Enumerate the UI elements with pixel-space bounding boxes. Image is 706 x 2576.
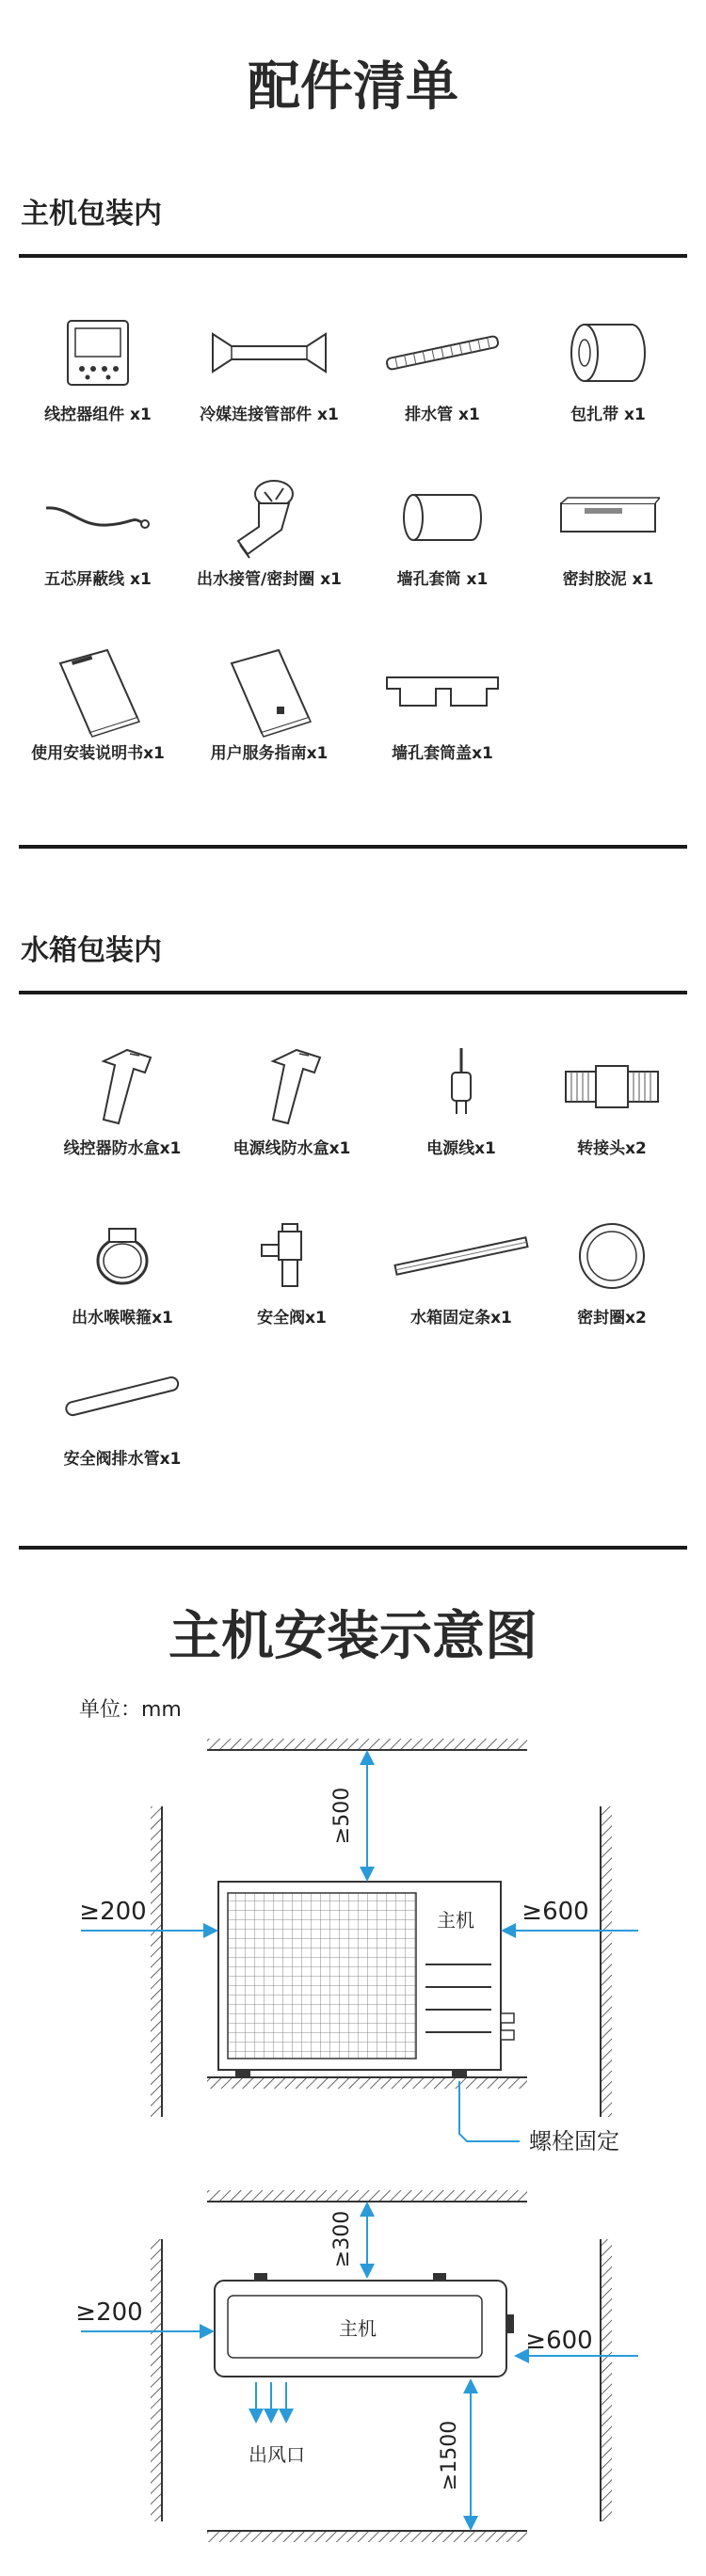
item-label: 墙孔套筒盖x1 [392, 744, 493, 763]
host-item-outlet-pipe [185, 475, 354, 589]
fan-grille [228, 1893, 416, 2059]
host-item-shielded-cable [13, 475, 183, 589]
tank-item-controller-box [38, 1044, 207, 1158]
item-label: 密封圈x2 [577, 1309, 647, 1328]
safety-valve-icon [254, 1218, 329, 1294]
item-label: 水箱固定条x1 [410, 1309, 512, 1328]
item-label: 墙孔套筒 x1 [396, 570, 489, 589]
wall-sleeve-icon [400, 489, 485, 546]
tank-section-title: 水箱包装内 [21, 934, 162, 967]
service-guide-book-icon [222, 644, 316, 739]
right-wall-hatch [601, 1806, 612, 2117]
manual-book-icon [51, 644, 145, 739]
item-label: 出水喉喉箍x1 [72, 1309, 173, 1328]
unit-label: 单位：mm [79, 1698, 182, 1722]
top-clearance-label: ≥500 [330, 1787, 354, 1845]
item-label: 线控器防水盒x1 [63, 1139, 182, 1158]
host-item-sealant [523, 475, 693, 589]
host-item-refrigerant-pipe [185, 310, 354, 424]
front-clearance-label: ≥1500 [438, 2420, 461, 2491]
left-clearance-label: ≥200 [75, 2298, 143, 2327]
tank-item-adapter [527, 1044, 697, 1158]
wired-controller-icon [65, 318, 131, 388]
seal-ring-icon [574, 1218, 650, 1294]
hose-clamp-icon [85, 1223, 160, 1289]
tank-item-hose-clamp [38, 1214, 207, 1328]
host-item-wired-controller [13, 310, 183, 424]
item-label: 电源线防水盒x1 [233, 1139, 351, 1158]
sealant-icon [556, 494, 660, 541]
item-label: 安全阀x1 [257, 1309, 327, 1328]
right-clearance-label: ≥600 [521, 1898, 589, 1926]
tank-item-fixing-strip [377, 1214, 546, 1328]
adapter-icon [560, 1058, 664, 1115]
item-label: 包扎带 x1 [570, 405, 646, 424]
tank-item-power-cable [377, 1044, 546, 1158]
left-wall-hatch [151, 2239, 162, 2521]
install-diagram-front [56, 1731, 659, 2164]
left-clearance-label: ≥200 [79, 1898, 147, 1926]
bolt-label: 螺栓固定 [529, 2128, 619, 2155]
power-waterproof-box-icon [254, 1044, 329, 1129]
rear-wall-hatch [207, 2190, 527, 2202]
sleeve-cap-icon [381, 668, 504, 715]
host-unit-label: 主机 [339, 2317, 377, 2340]
power-cable-icon [433, 1044, 489, 1129]
item-label: 五芯屏蔽线 x1 [44, 570, 152, 589]
item-label: 冷媒连接管部件 x1 [200, 405, 339, 424]
host-item-install-manual [13, 649, 183, 763]
bolt-callout-line [459, 2081, 520, 2141]
shielded-cable-icon [41, 499, 154, 536]
tank-item-seal-ring [527, 1214, 697, 1328]
item-label: 转接头x2 [577, 1139, 647, 1158]
install-diagram-top [56, 2183, 659, 2568]
tank-item-safety-valve [207, 1214, 377, 1328]
host-item-service-guide [185, 649, 354, 763]
host-unit-label: 主机 [437, 1909, 474, 1932]
host-item-wall-sleeve [358, 475, 527, 589]
item-label: 线控器组件 x1 [44, 405, 152, 424]
host-section-divider [19, 254, 687, 258]
valve-drain-pipe-icon [61, 1369, 184, 1425]
tank-item-power-box [207, 1044, 377, 1158]
controller-waterproof-box-icon [85, 1044, 160, 1129]
fixing-strip-icon [391, 1228, 532, 1284]
item-label: 使用安装说明书x1 [31, 744, 165, 763]
host-item-wrap-tape [523, 310, 693, 424]
host-item-sleeve-cap [358, 649, 527, 763]
drain-pipe-icon [381, 329, 504, 376]
item-label: 密封胶泥 x1 [562, 570, 654, 589]
wrap-tape-icon [566, 320, 650, 386]
right-wall-hatch [601, 2239, 612, 2521]
tank-item-valve-drain-pipe [38, 1355, 207, 1469]
ceiling-hatch [207, 1739, 527, 1750]
page-title: 配件清单 [248, 56, 458, 118]
item-label: 电源线x1 [426, 1139, 496, 1158]
refrigerant-pipe-icon [208, 329, 330, 376]
host-section-end-divider [19, 845, 687, 849]
tank-section-divider [19, 991, 687, 994]
left-wall-hatch [151, 1806, 162, 2117]
host-section-title: 主机包装内 [21, 198, 162, 231]
item-label: 出水接管/密封圈 x1 [197, 570, 342, 589]
item-label: 用户服务指南x1 [210, 744, 329, 763]
outlet-pipe-icon [227, 475, 312, 560]
tank-section-end-divider [19, 1546, 687, 1550]
install-section-title: 主机安装示意图 [168, 1606, 538, 1667]
outlet-label: 出风口 [249, 2443, 305, 2466]
right-clearance-label: ≥600 [525, 2327, 593, 2355]
item-label: 安全阀排水管x1 [63, 1450, 182, 1469]
host-item-drain-pipe [358, 310, 527, 424]
front-obstacle-hatch [207, 2531, 527, 2542]
rear-clearance-label: ≥300 [330, 2210, 354, 2268]
item-label: 排水管 x1 [405, 405, 480, 424]
